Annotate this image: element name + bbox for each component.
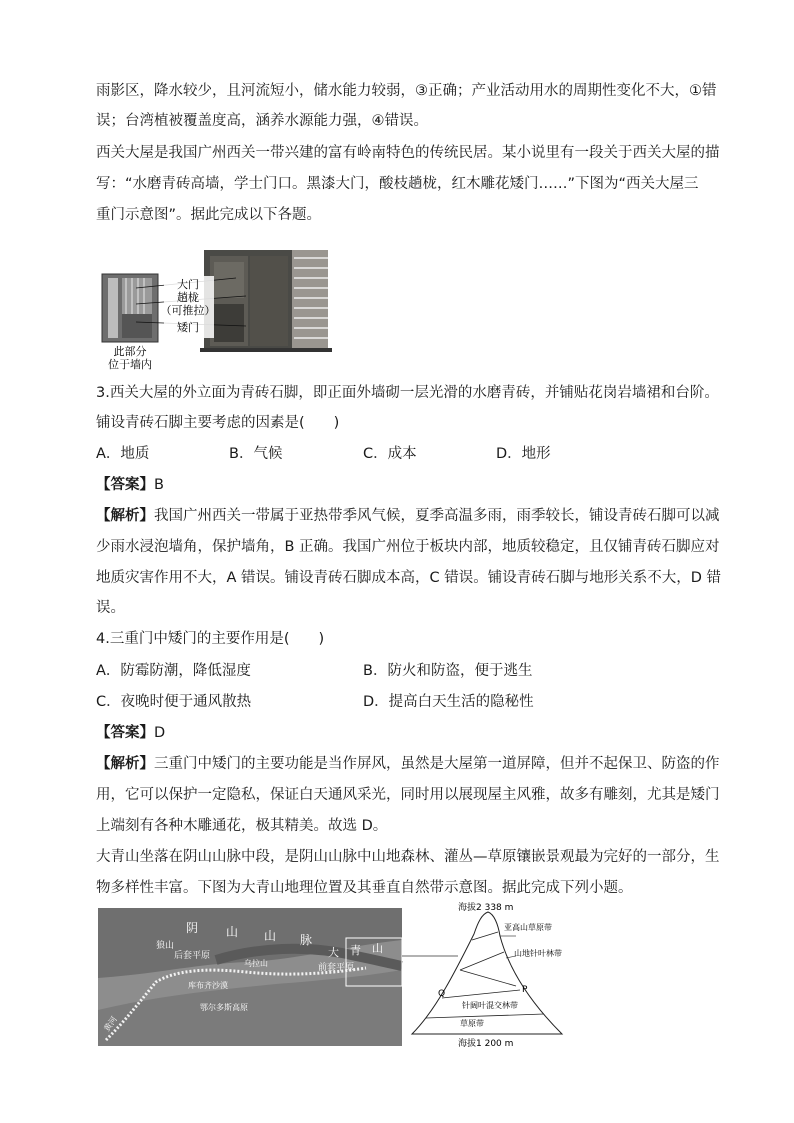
text-line: 误；台湾植被覆盖度高，涵养水源能力强，④错误。: [96, 113, 428, 129]
point-p: P: [522, 985, 528, 995]
text-line: 西关大屋是我国广州西关一带兴建的富有岭南特色的传统民居。某小说里有一段关于西关大屋的描: [96, 145, 720, 161]
label-damen: 大门: [177, 278, 199, 291]
zone-conifer: 山地针叶林带: [514, 949, 562, 958]
question-3-stem-cont: 铺设青砖石脚主要考虑的因素是( ): [96, 415, 340, 431]
map-label-mai: 脉: [300, 933, 313, 947]
map-label-yin: 阴: [186, 921, 199, 935]
map-label-langshan: 狼山: [156, 941, 175, 951]
location-map: [98, 908, 402, 1046]
zone-steppe: 草原带: [460, 1019, 484, 1028]
q4-option-c: C．夜晚时便于通风散热: [96, 694, 252, 710]
text-line: 地质灾害作用不大，A 错误。铺设青砖石脚成本高，C 错误。铺设青砖石脚与地形关系不大，D 错: [96, 570, 722, 586]
map-label-shan: 山: [226, 925, 239, 939]
zone-mixed: 针阔叶混交林带: [462, 1001, 518, 1010]
map-label-river: 黄河: [102, 1014, 119, 1034]
zone-subalpine: 亚高山草原带: [504, 923, 552, 932]
q3-answer: 【答案】B: [96, 477, 164, 493]
question-4-stem: 4.三重门中矮门的主要作用是( ): [96, 631, 325, 647]
q3-analysis: 【解析】我国广州西关一带属于亚热带季风气候，夏季高温多雨，雨季较长，铺设青砖石脚可以减: [96, 508, 720, 524]
text-line: 重门示意图”。据此完成以下各题。: [96, 207, 322, 223]
q4-option-b: B．防火和防盗，便于逃生: [363, 663, 533, 679]
q4-option-d: D．提高白天生活的隐秘性: [363, 694, 534, 710]
label-tanglong: 趟栊: [177, 291, 199, 304]
profile-top: 海拔2 338 m: [458, 903, 514, 913]
text-line: 用，它可以保护一定隐私，保证白天通风采光，同时用以展现屋主风雅，故多有雕刻，尤其是矮门: [96, 787, 720, 803]
map-label-da: 大: [328, 946, 339, 959]
map-label-ordos: 鄂尔多斯高原: [200, 1003, 248, 1012]
q4-analysis: 【解析】三重门中矮门的主要功能是当作屏风，虽然是大屋第一道屏障，但并不起保卫、防盗的作: [96, 756, 720, 772]
q3-option-b: B．气候: [229, 446, 283, 462]
label-aimen: 矮门: [177, 321, 199, 334]
text-line: 上端刻有各种木雕通花，极其精美。故选 D。: [96, 818, 388, 834]
text-line: 雨影区，降水较少，且河流短小，储水能力较弱，③正确；产业活动用水的周期性变化不大，①错: [96, 83, 717, 99]
map-label-wula: 乌拉山: [244, 959, 268, 968]
daqingshan-figure: [96, 900, 696, 1050]
q4-option-a: A．防霉防潮，降低湿度: [96, 663, 251, 679]
map-label-kubuqi: 库布齐沙漠: [188, 981, 228, 990]
label-tuila: （可推拉）: [160, 304, 216, 317]
map-label-shan3: 山: [372, 942, 383, 955]
text-line: 物多样性丰富。下图为大青山地理位置及其垂直自然带示意图。据此完成下列小题。: [96, 880, 633, 896]
vertical-zone-profile: [412, 901, 562, 1049]
caption-line1: 此部分: [113, 345, 147, 358]
map-label-houtao: 后套平原: [174, 951, 211, 961]
text-line: 误。: [96, 600, 125, 616]
text-line: 少雨水浸泡墙角，保护墙角，B 正确。我国广州位于板块内部，地质较稳定，且仅铺青砖石脚应对: [96, 539, 720, 555]
map-label-qiantao: 前套平原: [318, 963, 355, 973]
text-line: 大青山坐落在阴山山脉中段，是阴山山脉中山地森林、灌丛—草原镶嵌景观最为完好的一部分，生: [96, 849, 720, 865]
caption-line2: 位于墙内: [108, 358, 152, 370]
point-q: Q: [438, 989, 446, 999]
q3-option-a: A．地质: [96, 446, 150, 462]
q4-answer: 【答案】D: [96, 725, 166, 741]
question-3-stem: 3.西关大屋的外立面为青砖石脚，即正面外墙砌一层光滑的水磨青砖，并铺贴花岗岩墙裙和台阶。: [96, 385, 719, 401]
q3-option-c: C．成本: [363, 446, 417, 462]
q3-option-d: D．地形: [496, 446, 551, 462]
profile-bottom: 海拔1 200 m: [458, 1039, 514, 1049]
map-label-qing: 青: [350, 944, 361, 957]
map-label-shan2: 山: [264, 929, 277, 943]
three-door-figure: [96, 244, 332, 370]
text-line: 写：“水磨青砖高墙，学士门口。黑漆大门，酸枝趟栊，红木雕花矮门……”下图为“西关大屋三: [96, 176, 699, 192]
